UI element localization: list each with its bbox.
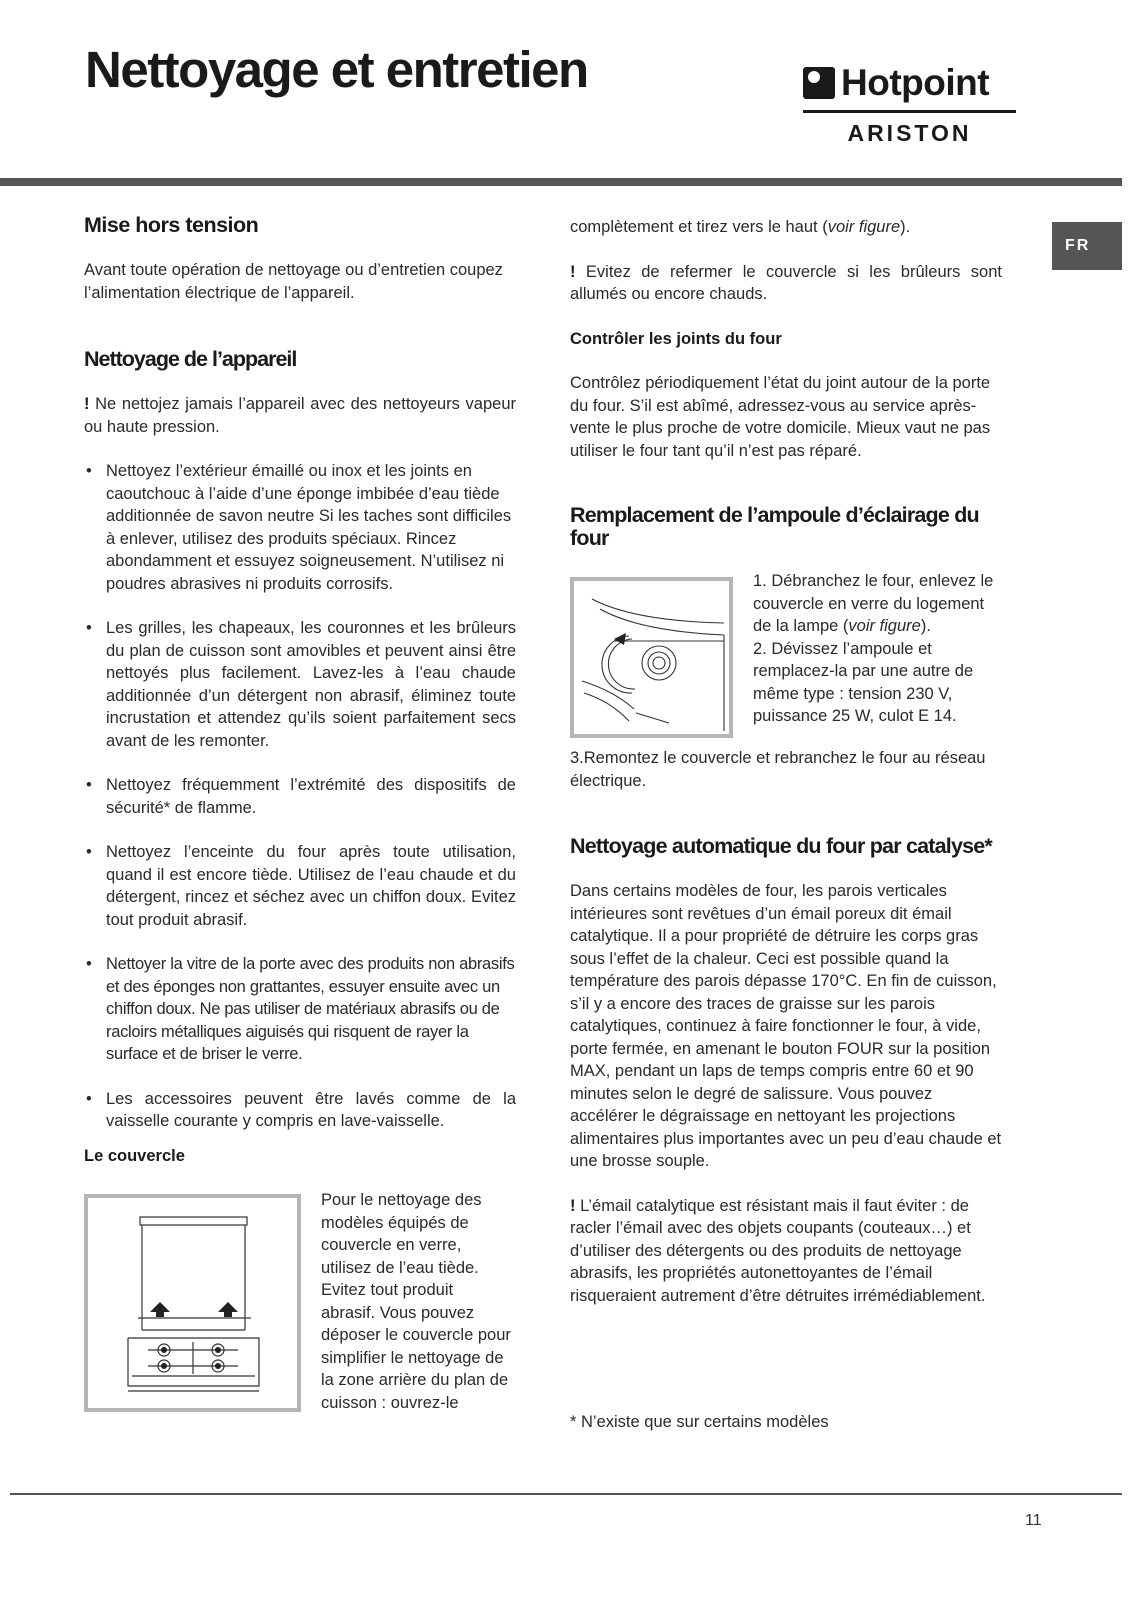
seals-text: Contrôlez périodiquement l’état du joint autour de la porte du four. S’il est abîmé, adressez-vous au service après-vente le plus proche de votre domicile. Mieux vaut ne pas utiliser le four tant qu’il n’est pas réparé. (570, 374, 991, 460)
bullet: • (86, 1089, 92, 1108)
lamp-step-1-text: 1. Débranchez le four, enlevez le couvercle en verre du logement de la lampe ( (753, 572, 994, 635)
catalysis-text: Dans certains modèles de four, les parois verticales intérieures sont revêtues d’un émail poreux dit émail catalytique. Il a pour propriété de détruire les corps gras sous l’effet de la chaleur. Ceci est possible quand la température des parois dépasse 170°C. En fin de cuisson, s’il y a encore des traces de graisse sur les parois catalytiques, continuez à faire fonctionner le four, à vide, porte fermée, en amenant le bouton FOUR sur la position MAX, pendant un laps de temps compris entre 60 et 90 minutes selon le degré de salissure. Vous pouvez accélérer le dégraissage en nettoyant les projections alimentaires plus importantes avec un peu d’eau chaude et une brosse souple. (570, 882, 1002, 1170)
page-number: 11 (1025, 1512, 1042, 1529)
section-title-catalysis: Nettoyage automatique du four par catalyse* (570, 834, 992, 858)
power-off-text: Avant toute opération de nettoyage ou d’entretien coupez l’alimentation électrique de l’appareil. (84, 261, 503, 302)
lid-subtitle: Le couvercle (84, 1146, 185, 1165)
header-rule (0, 178, 1122, 186)
lid-continued-end: ). (900, 218, 911, 236)
catalysis-warning (570, 1195, 1002, 1308)
cooktop-lid-illustration (88, 1198, 297, 1408)
bullet-text: Nettoyer la vitre de la porte avec des produits non abrasifs et des éponges non grattantes, essuyer ensuite avec un chiffon doux. Ne pas utiliser de matériaux abrasifs ou de racloirs métalliques aiguisés qui risquent de rayer la surface et de briser le verre. (106, 955, 515, 1063)
lid-continued-text (570, 216, 1002, 239)
bullet-text: Nettoyez fréquemment l’extrémité des dispositifs de sécurité* de flamme. (106, 776, 516, 817)
lamp-step-1-end: ). (920, 617, 931, 635)
section-title-cleaning: Nettoyage de l’appareil (84, 347, 297, 371)
oven-lamp-illustration (574, 581, 729, 734)
figure-reference: voir figure (827, 218, 901, 236)
list-item (84, 953, 516, 1066)
catalysis-warning-text: L’émail catalytique est résistant mais il faut éviter : de racler l’émail avec des objets coupants (couteaux…) et d’utiliser des détergents ou des produits de nettoyage abrasifs, les propriétés autonettoyantes de l’émail risqueraient autrement d’être détruites irrémédiablement. (570, 1196, 986, 1305)
brand-subname: ARISTON (847, 120, 972, 146)
lamp-steps (753, 570, 1003, 728)
list-item (84, 617, 516, 752)
warning-mark: ! (570, 1196, 576, 1215)
lid-text-block (321, 1189, 511, 1414)
bullet: • (86, 619, 92, 637)
right-column-lower (570, 747, 1002, 1307)
lid-text: Pour le nettoyage des modèles équipés de couvercle en verre, utilisez de l’eau tiède. Evitez tout produit abrasif. Vous pouvez déposer le couvercle pour simplifier le nettoyage de la zone arrière du plan de cuisson : ouvrez-le (321, 1191, 511, 1412)
bullet: • (86, 955, 92, 973)
page-title: Nettoyage et entretien (85, 41, 588, 98)
seals-subtitle: Contrôler les joints du four (570, 329, 782, 348)
lid-continued: complètement et tirez vers le haut ( (570, 218, 828, 236)
warning-mark: ! (84, 395, 90, 413)
bullet: • (86, 462, 92, 480)
section-title-lamp: Remplacement de l’ampoule d’éclairage du four (570, 503, 979, 550)
brand-name: Hotpoint (841, 62, 990, 103)
cleaning-warning (84, 393, 516, 438)
logo-divider (803, 110, 1016, 113)
lamp-figure (570, 577, 733, 738)
hotpoint-logo-icon (803, 67, 835, 99)
bullet-text: Les grilles, les chapeaux, les couronnes et les brûleurs du plan de cuisson sont amovibles et peuvent ainsi être nettoyés plus facilement. Lavez-les à l’eau chaude additionnée d’un détergent non abrasif, éliminez toute incrustation et attendez qu’ils soient parfaitement secs avant de les remonter. (106, 619, 516, 750)
lid-warning-text: Evitez de refermer le couvercle si les brûleurs sont allumés ou encore chauds. (570, 262, 1002, 303)
warning-mark: ! (570, 262, 576, 281)
list-item (84, 460, 516, 595)
list-item (84, 1088, 516, 1133)
footer-rule (10, 1493, 1122, 1495)
right-column (570, 216, 1002, 550)
list-item (84, 841, 516, 931)
left-column (84, 214, 516, 1167)
bullet-text: Nettoyez l’enceinte du four après toute utilisation, quand il est encore tiède. Utilisez de l’eau chaude et du détergent, rincez et séchez avec un chiffon doux. Evitez tout produit abrasif. (106, 843, 516, 929)
list-item (84, 774, 516, 819)
lamp-step-2: 2. Dévissez l’ampoule et remplacez-la par une autre de même type : tension 230 V, puissance 25 W, culot E 14. (753, 639, 974, 725)
bullet-text: Les accessoires peuvent être lavés comme de la vaisselle courante y compris en lave-vaisselle. (106, 1089, 516, 1130)
bullet-text: Nettoyez l’extérieur émaillé ou inox et les joints en caoutchouc à l’aide d’une éponge imbibée d’eau tiède additionnée de savon neutre Si les taches sont difficiles à enlever, utilisez des produits spéciaux. Rincez abondamment et essuyez soigneusement. N’utilisez ni poudres abrasives ni produits corrosifs. (106, 462, 512, 593)
brand-logo (803, 64, 1016, 147)
figure-reference: voir figure (848, 617, 921, 635)
footnote: * N’existe que sur certains modèles (570, 1413, 829, 1431)
lid-figure (84, 1194, 301, 1412)
cleaning-warning-text: Ne nettojez jamais l’appareil avec des nettoyeurs vapeur ou haute pression. (84, 395, 516, 436)
section-title-power-off: Mise hors tension (84, 213, 259, 237)
lid-warning (570, 261, 1002, 306)
bullet: • (86, 843, 92, 861)
bullet: • (86, 776, 92, 794)
footnote-block (570, 1411, 1002, 1434)
lamp-step-3: 3.Remontez le couvercle et rebranchez le four au réseau électrique. (570, 749, 986, 790)
language-tab: FR (1052, 222, 1122, 270)
lamp-step-1 (753, 570, 1003, 638)
